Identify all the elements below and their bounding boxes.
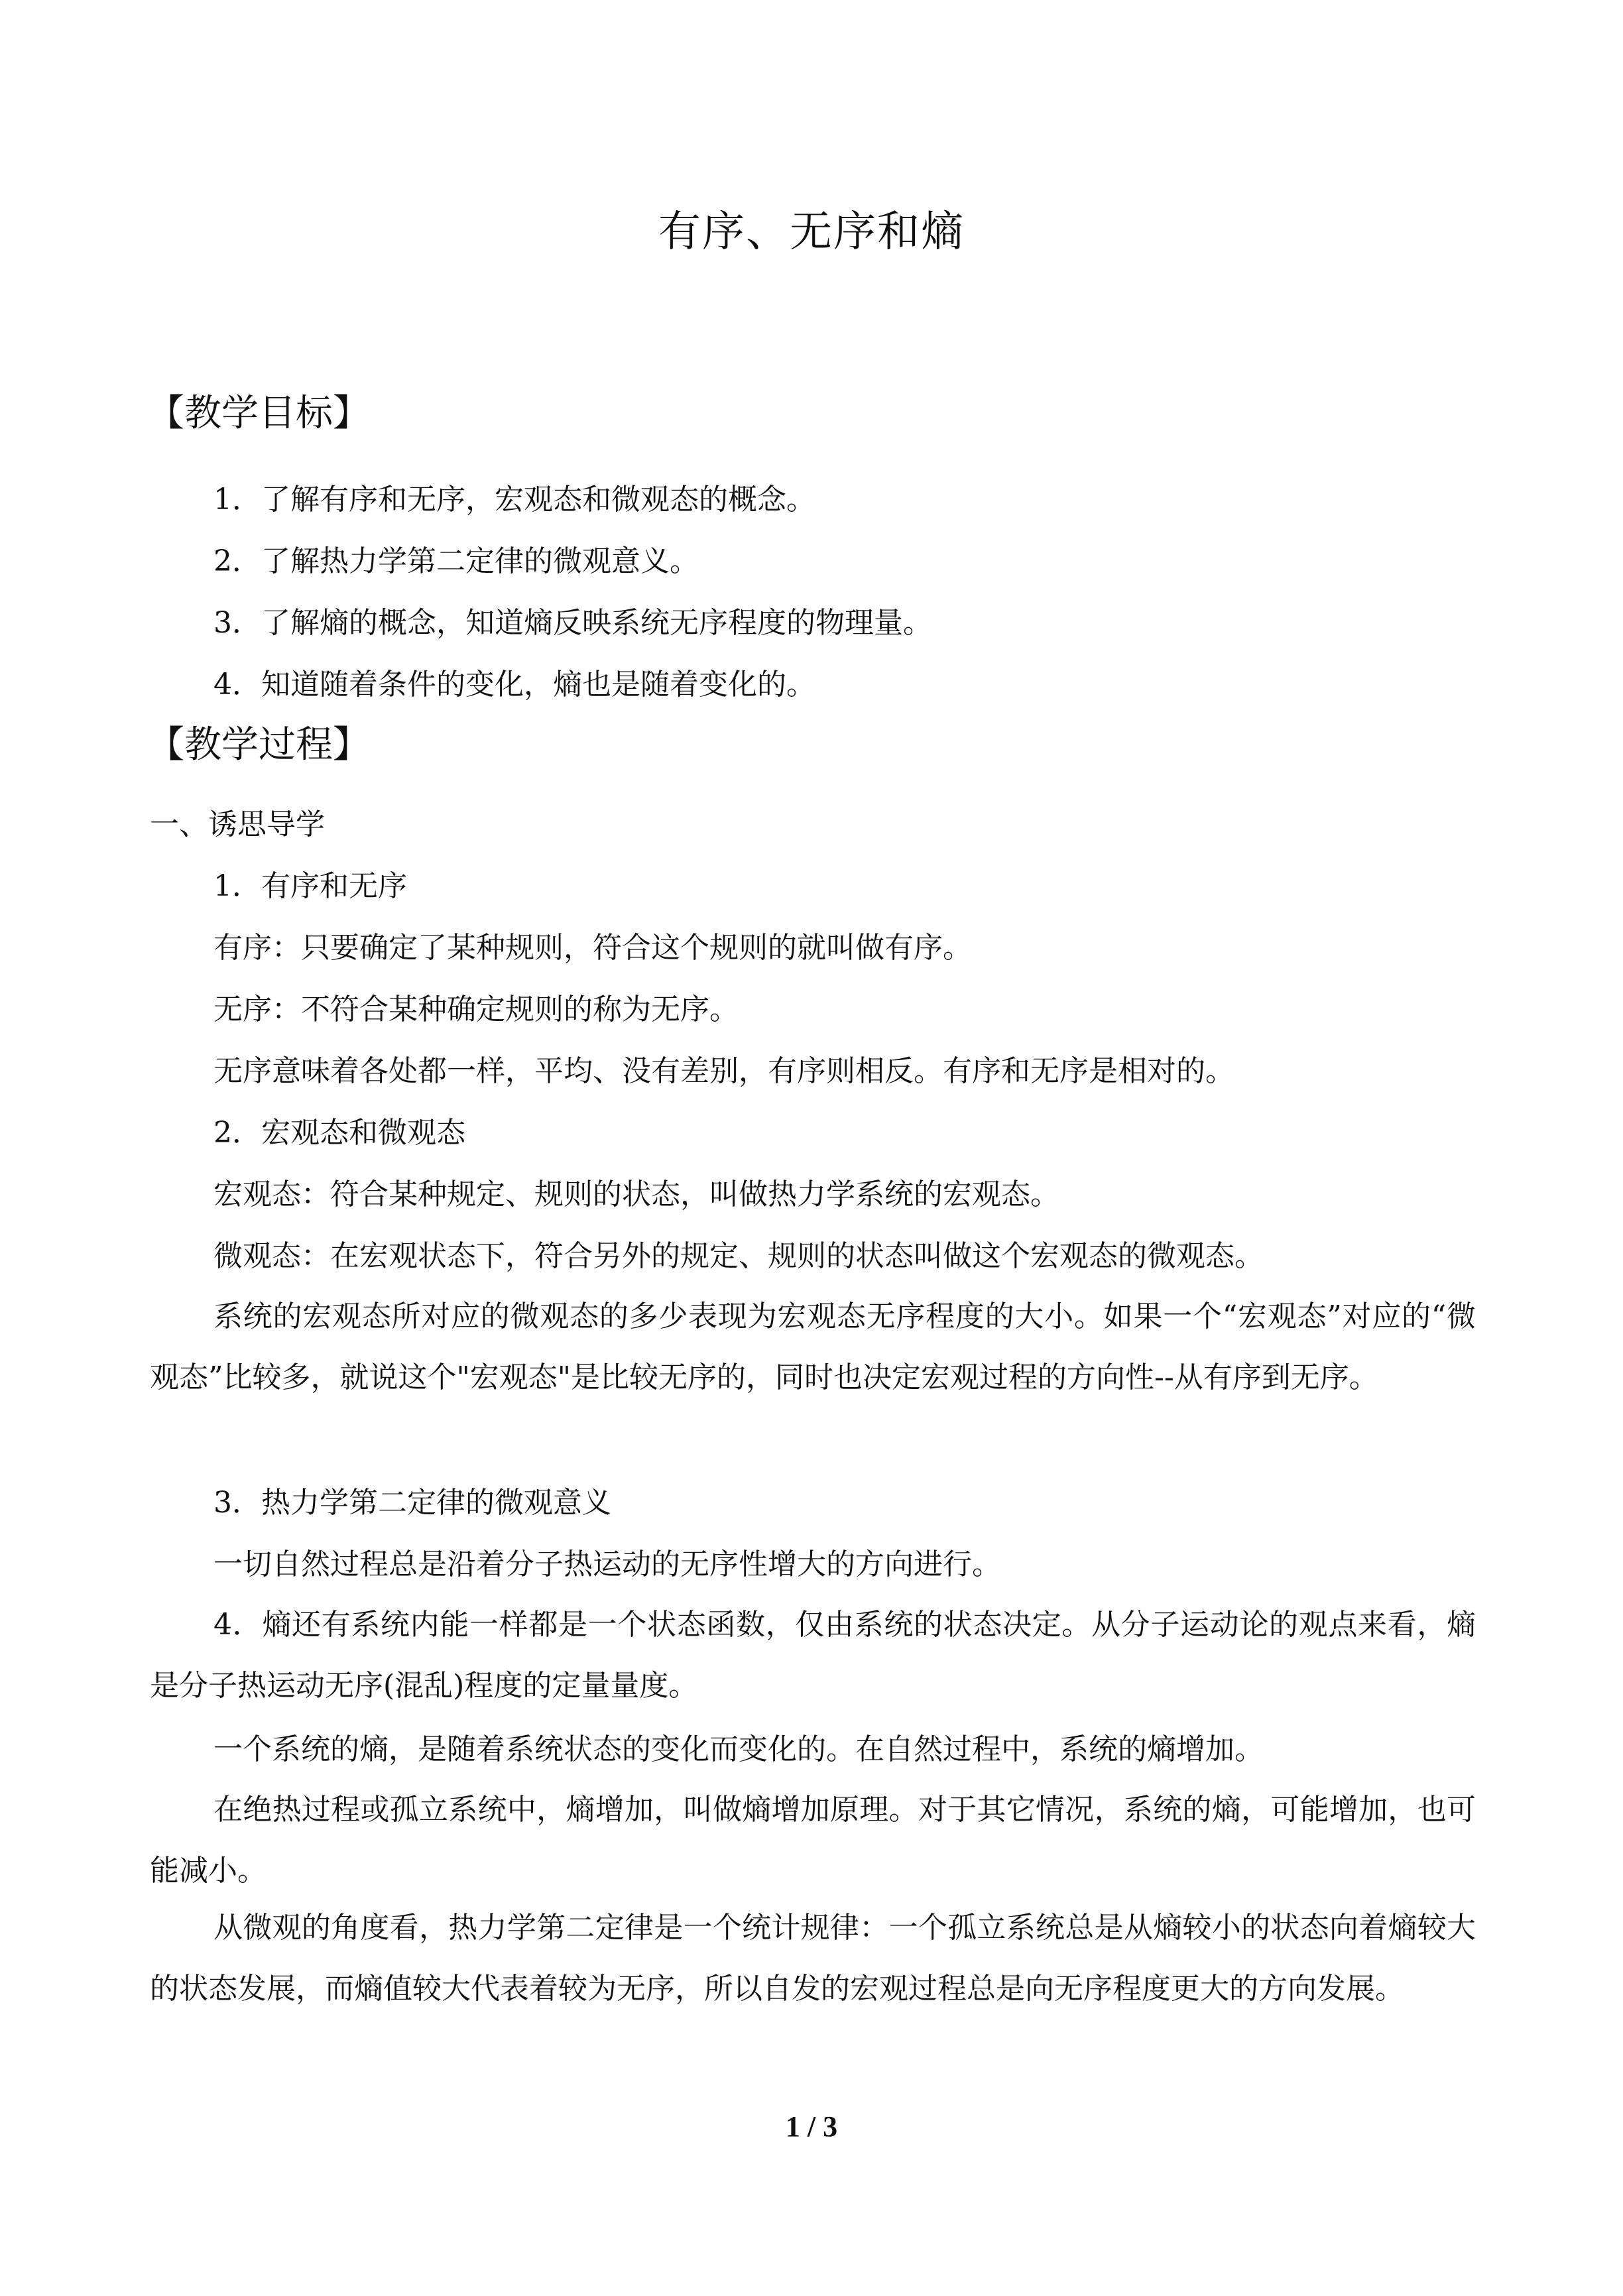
macro-micro-paragraph: 系统的宏观态所对应的微观态的多少表现为宏观态无序程度的大小。如果一个“宏观态”对应的“微观态”比较多，就说这个"宏观态"是比较无序的，同时也决定宏观过程的方向性--从有序到无序。: [150, 1299, 1476, 1394]
order-disorder-note: 无序意味着各处都一样，平均、没有差别，有序则相反。有序和无序是相对的。: [213, 1054, 1234, 1088]
entropy-paragraph: 4．熵还有系统内能一样都是一个状态函数，仅由系统的状态决定。从分子运动论的观点来看，熵是分子热运动无序(混乱)程度的定量量度。: [150, 1608, 1476, 1703]
goal-item-4: 4．知道随着条件的变化，熵也是随着变化的。: [213, 668, 815, 701]
heading-teaching-goals: 【教学目标】: [147, 392, 370, 435]
subsection-1-title: 1．有序和无序: [213, 869, 407, 903]
heading-teaching-process: 【教学过程】: [147, 723, 370, 766]
disorder-definition: 无序：不符合某种确定规则的称为无序。: [213, 993, 739, 1026]
goal-item-1: 1．了解有序和无序，宏观态和微观态的概念。: [213, 483, 815, 516]
subsection-3-title: 3．热力学第二定律的微观意义: [213, 1486, 611, 1520]
order-definition: 有序：只要确定了某种规则，符合这个规则的就叫做有序。: [213, 931, 972, 965]
microstate-definition: 微观态：在宏观状态下，符合另外的规定、规则的状态叫做这个宏观态的微观态。: [213, 1239, 1264, 1273]
part-one-heading: 一、诱思导学: [150, 808, 325, 841]
subsection-2-title: 2．宏观态和微观态: [213, 1116, 465, 1150]
macrostate-definition: 宏观态：符合某种规定、规则的状态，叫做热力学系统的宏观态。: [213, 1178, 1059, 1211]
entropy-change-line: 一个系统的熵，是随着系统状态的变化而变化的。在自然过程中，系统的熵增加。: [213, 1732, 1264, 1766]
second-law-statement: 一切自然过程总是沿着分子热运动的无序性增大的方向进行。: [213, 1547, 1001, 1581]
goal-item-3: 3．了解熵的概念，知道熵反映系统无序程度的物理量。: [213, 606, 932, 640]
statistical-law-paragraph: 从微观的角度看，热力学第二定律是一个统计规律：一个孤立系统总是从熵较小的状态向着熵较大的状态发展，而熵值较大代表着较为无序，所以自发的宏观过程总是向无序程度更大的方向发展。: [150, 1911, 1476, 2006]
page-number: 1 / 3: [785, 2110, 838, 2143]
entropy-increase-principle: 在绝热过程或孤立系统中，熵增加，叫做熵增加原理。对于其它情况，系统的熵，可能增加，也可能减小。: [150, 1793, 1476, 1888]
document-title: 有序、无序和熵: [658, 208, 965, 257]
goal-item-2: 2．了解热力学第二定律的微观意义。: [213, 544, 699, 578]
